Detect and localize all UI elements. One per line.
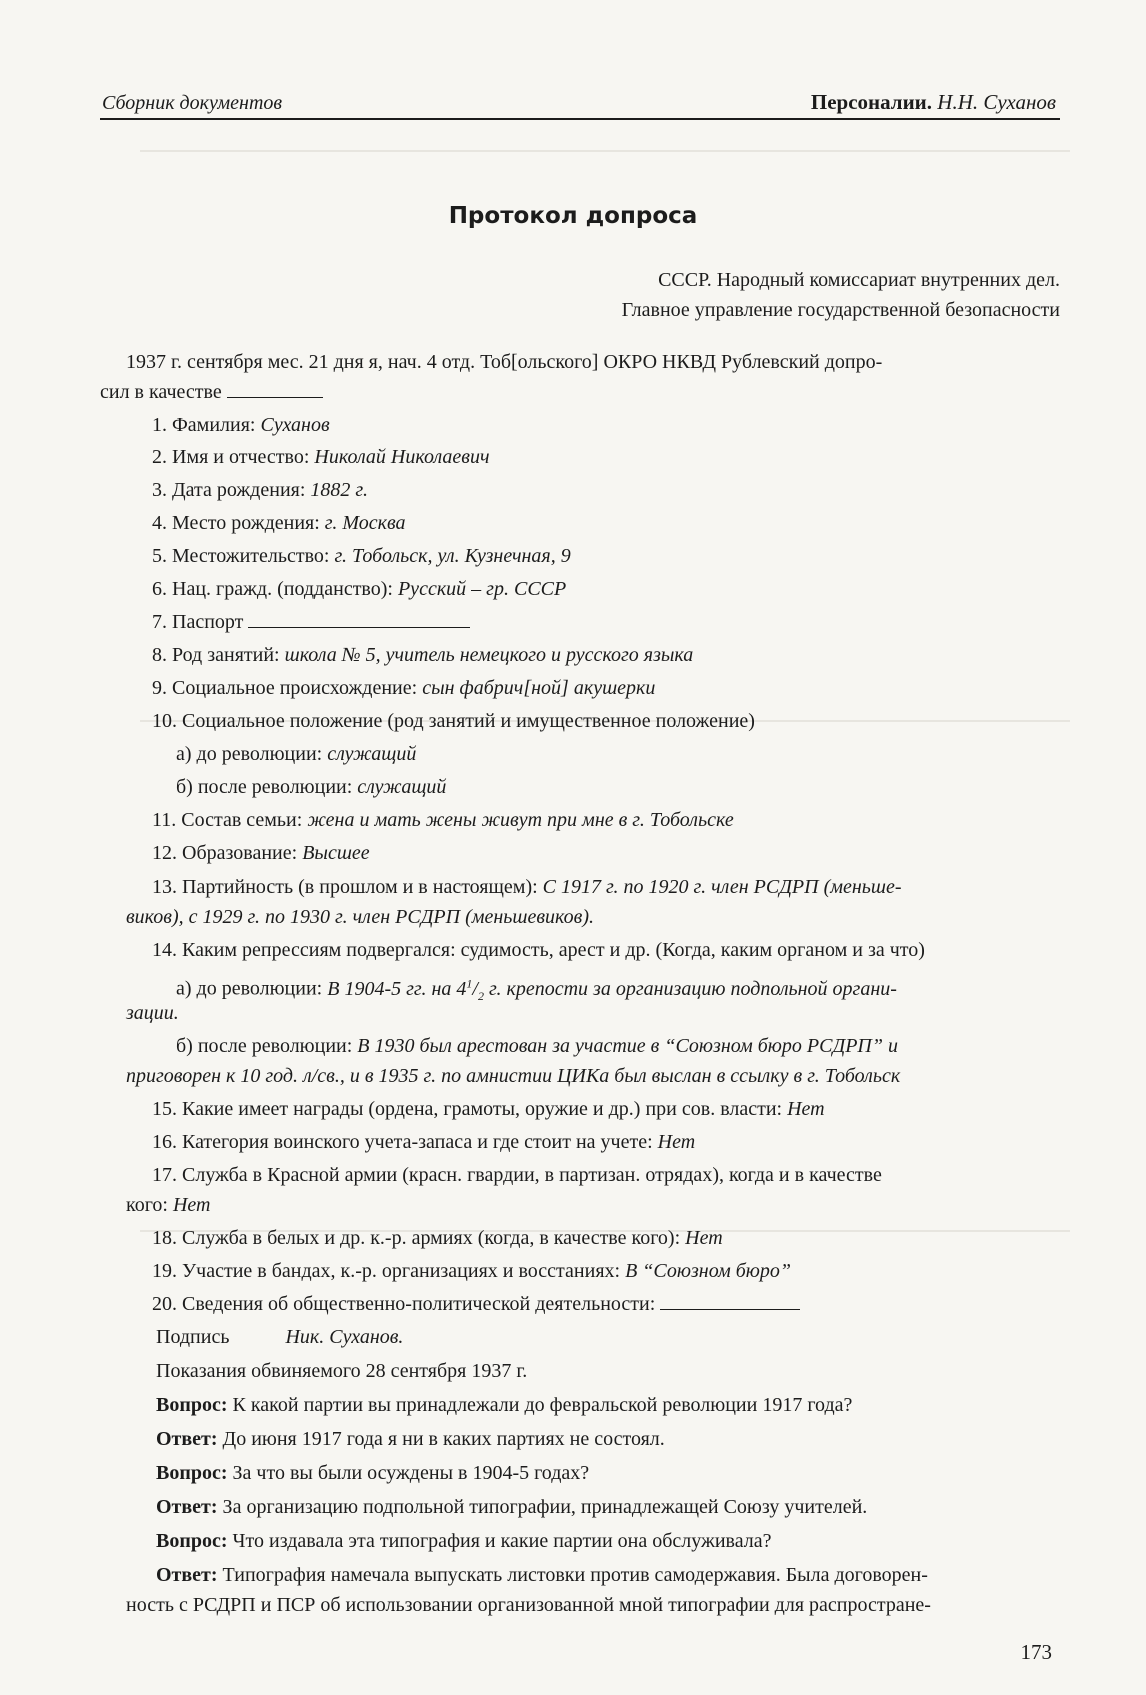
qa-answer	[156, 1492, 1090, 1522]
item-label: 13. Партийность (в прошлом и в настоящем):	[152, 876, 538, 898]
item-party	[152, 872, 1086, 902]
item-value: Нет	[657, 1131, 696, 1153]
blank-field	[660, 1291, 800, 1310]
item-label: 14. Каким репрессиям подвергался: судимость, арест и др. (Когда, каким органом и за что)	[152, 939, 925, 961]
org-line-2: Главное управление государственной безопасности	[621, 299, 1060, 321]
org-line-1: СССР. Народный комиссариат внутренних дел.	[658, 269, 1060, 291]
testimony-intro: Показания обвиняемого 28 сентября 1937 г.	[156, 1360, 528, 1382]
item-value: школа № 5, учитель немецкого и русского языка	[284, 644, 694, 666]
section-title	[811, 90, 1056, 115]
qa-text: К какой партии вы принадлежали до февральской революции 1917 года?	[232, 1394, 853, 1416]
qa-text: За организацию подпольной типографии, принадлежащей Союзу учителей.	[222, 1496, 868, 1518]
qa-label: Ответ:	[156, 1496, 218, 1518]
item-label: 20. Сведения об общественно-политической деятельности:	[152, 1293, 656, 1315]
qa-label: Вопрос:	[156, 1394, 228, 1416]
qa-question	[156, 1458, 1090, 1488]
item-repressions-before-cont	[126, 998, 1060, 1028]
item-label: 10. Социальное положение (род занятий и имущественное положение)	[152, 710, 755, 732]
qa-text: За что вы были осуждены в 1904-5 годах?	[232, 1462, 590, 1484]
qa-label: Вопрос:	[156, 1462, 228, 1484]
blank-field	[248, 609, 470, 628]
item-label: 18. Служба в белых и др. к.-р. армиях (когда, в качестве кого):	[152, 1227, 681, 1249]
item-label: а) до революции:	[176, 977, 323, 1000]
item-value: г. Москва	[324, 512, 406, 534]
item-status-after	[176, 772, 1060, 802]
intro-text-2: сил в качестве	[100, 381, 222, 403]
qa-answer	[156, 1424, 1090, 1454]
qa-answer-cont	[126, 1590, 1060, 1620]
item-value-cont: зации.	[126, 1002, 179, 1024]
item-repressions-after-cont	[126, 1061, 1060, 1091]
organization-block	[622, 265, 1060, 325]
intro-line-1	[126, 347, 1060, 377]
item-military-category	[152, 1127, 1086, 1157]
item-label: 5. Местожительство:	[152, 545, 330, 567]
collection-title: Сборник документов	[102, 92, 283, 114]
item-label: 11. Состав семьи:	[152, 809, 303, 831]
fraction-denominator: 2	[477, 988, 484, 1003]
item-citizenship	[152, 574, 1086, 604]
item-family	[152, 805, 1086, 835]
item-label-cont: кого:	[126, 1194, 168, 1216]
item-repressions	[152, 935, 1086, 965]
qa-text: Что издавала эта типография и какие партии она обслуживала?	[232, 1530, 772, 1552]
item-value: Нет	[172, 1194, 211, 1216]
section-label: Персоналии.	[810, 90, 933, 114]
item-label: а) до революции:	[176, 743, 323, 765]
item-value: жена и мать жены живут при мне в г. Тобольске	[307, 809, 734, 831]
item-label: б) после революции:	[176, 1035, 353, 1057]
item-label: 7. Паспорт	[152, 611, 244, 633]
qa-text-cont: ность с РСДРП и ПСР об использовании организованной мной типографии для распростране-	[126, 1594, 931, 1616]
item-value: служащий	[357, 776, 447, 798]
item-origin	[152, 673, 1086, 703]
item-red-army-cont	[126, 1190, 1060, 1220]
item-label: 3. Дата рождения:	[152, 479, 306, 501]
item-value: 1882 г.	[310, 479, 368, 501]
item-value: Русский – гр. СССР	[397, 578, 567, 600]
item-value: Суханов	[260, 414, 330, 436]
item-label: 6. Нац. гражд. (подданство):	[152, 578, 393, 600]
item-label: 19. Участие в бандах, к.-р. организациях и восстаниях:	[152, 1260, 621, 1282]
item-value: В 1904-5 гг. на $4^1/_2$ г. крепости за организацию подпольной органи-	[327, 976, 897, 1003]
item-label: 15. Какие имеет награды (ордена, грамоты, оружие и др.) при сов. власти:	[152, 1098, 783, 1120]
qa-question	[156, 1390, 1090, 1420]
qa-text: До июня 1917 года я ни в каких партиях не состоял.	[222, 1428, 665, 1450]
page-number: 173	[1020, 1640, 1052, 1664]
item-value-cont: приговорен к 10 год. л/св., и в 1935 г. по амнистии ЦИКа был выслан в ссылку в г. Тобольск	[126, 1065, 901, 1087]
bleed-through-line	[140, 150, 1070, 152]
fraction-numerator: 1	[466, 976, 473, 990]
item-social-status	[152, 706, 1086, 736]
qa-text: Типография намечала выпускать листовки против самодержавия. Была договорен-	[222, 1564, 928, 1586]
signature-value: Ник. Суханов.	[285, 1326, 404, 1348]
item-label: б) после революции:	[176, 776, 353, 798]
item-occupation	[152, 640, 1086, 670]
document-title: Протокол допроса	[448, 203, 698, 229]
blank-field	[227, 379, 323, 398]
qa-label: Ответ:	[156, 1564, 218, 1586]
signature-line	[156, 1322, 1090, 1352]
item-birth-place	[152, 508, 1086, 538]
item-value: С 1917 г. по 1920 г. член РСДРП (меньше-	[542, 876, 902, 898]
item-status-before	[176, 739, 1060, 769]
item-value-cont: виков), с 1929 г. по 1930 г. член РСДРП (меньшевиков).	[126, 906, 594, 928]
intro-text-1: 1937 г. сентября мес. 21 дня я, нач. 4 отд. Тоб[ольского] ОКРО НКВД Рублевский допро-	[126, 351, 883, 373]
item-repressions-after	[176, 1031, 1060, 1061]
item-red-army	[152, 1160, 1086, 1190]
value-part: В 1904-5 гг. на 4	[327, 977, 467, 1000]
item-value: г. Тобольск, ул. Кузнечная, 9	[334, 545, 571, 567]
item-residence	[152, 541, 1086, 571]
item-name	[152, 442, 1086, 472]
item-surname	[152, 410, 1086, 440]
item-value: В “Союзном бюро”	[625, 1260, 792, 1282]
item-label: 4. Место рождения:	[152, 512, 320, 534]
item-label: 16. Категория воинского учета-запаса и где стоит на учете:	[152, 1131, 653, 1153]
signature-label: Подпись	[156, 1326, 230, 1348]
item-value: Нет	[685, 1227, 723, 1249]
item-gangs	[152, 1256, 1086, 1286]
item-white-army	[152, 1223, 1086, 1253]
item-value: В 1930 был арестован за участие в “Союзном бюро РСДРП” и	[357, 1035, 898, 1057]
item-label: 17. Служба в Красной армии (красн. гвардии, в партизан. отрядах), когда и в качестве	[152, 1164, 882, 1186]
person-name: Н.Н. Суханов	[937, 90, 1056, 114]
item-birth-date	[152, 475, 1086, 505]
item-value: Высшее	[302, 842, 370, 864]
item-label: 2. Имя и отчество:	[152, 446, 310, 468]
item-label: 1. Фамилия:	[152, 414, 256, 436]
item-passport	[152, 607, 1086, 637]
qa-label: Ответ:	[156, 1428, 218, 1450]
intro-line-2	[100, 377, 1034, 407]
item-value: Нет	[787, 1098, 825, 1120]
item-label: 12. Образование:	[152, 842, 298, 864]
item-label: 9. Социальное происхождение:	[152, 677, 418, 699]
running-header	[100, 88, 1060, 120]
item-public-activity	[152, 1289, 1086, 1319]
item-value: сын фабрич[ной] акушерки	[422, 677, 656, 699]
item-awards	[152, 1094, 1086, 1124]
item-label: 8. Род занятий:	[152, 644, 280, 666]
item-value: Николай Николаевич	[314, 446, 490, 468]
qa-question	[156, 1526, 1090, 1556]
value-part: г. крепости за организацию подпольной органи-	[483, 977, 897, 1000]
qa-answer	[156, 1560, 1090, 1590]
item-education	[152, 838, 1086, 868]
item-value: служащий	[327, 743, 417, 765]
item-party-cont	[126, 902, 1060, 932]
qa-label: Вопрос:	[156, 1530, 228, 1552]
